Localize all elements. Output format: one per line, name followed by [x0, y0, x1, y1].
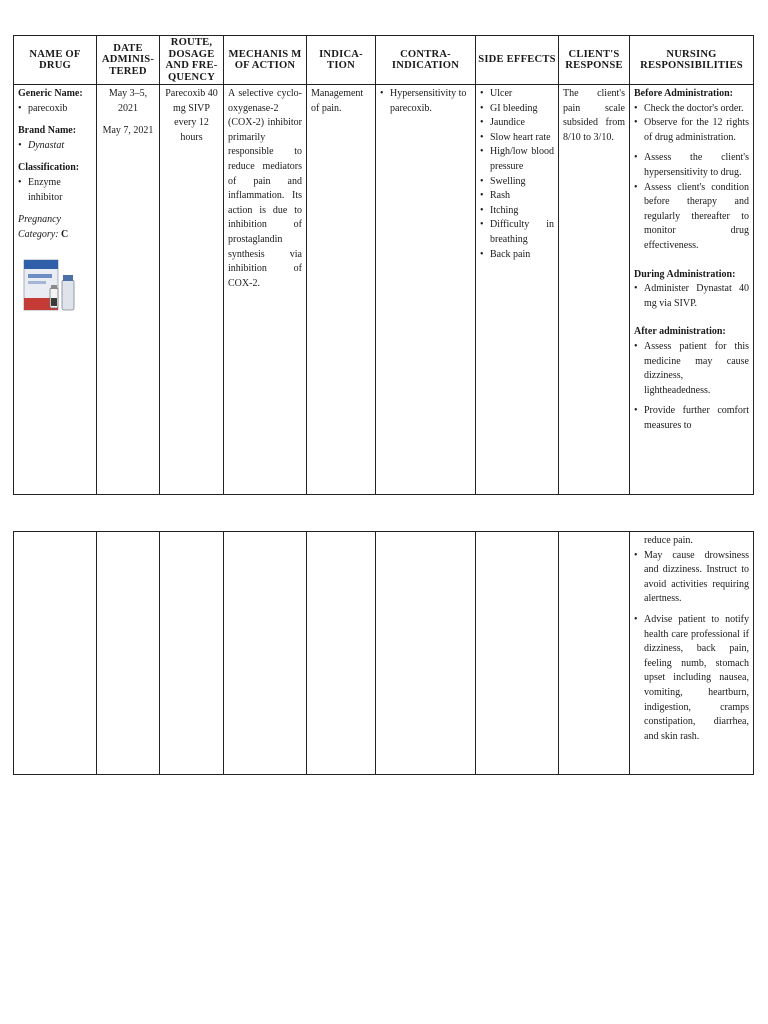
drug-vial-package-icon — [18, 254, 84, 316]
classification-label: Classification: — [18, 162, 80, 174]
header-clients-response: CLIENT'S RESPONSE — [559, 36, 630, 85]
empty-cell — [307, 532, 376, 775]
nursing-item: • Administer Dynastat 40 mg via SIVP. — [634, 282, 749, 311]
empty-cell — [559, 532, 630, 775]
header-name-of-drug: NAME OF DRUG — [14, 36, 97, 85]
cell-nursing-responsibilities — [630, 85, 754, 495]
pregnancy-category — [18, 213, 92, 242]
header-route-dosage-frequency: ROUTE, DOSAGE AND FRE-QUENCY — [160, 36, 224, 85]
cell-nursing-continued — [630, 532, 754, 775]
pregnancy-category-label: Pregnancy Category: — [18, 214, 61, 240]
drug-study-table-continued — [13, 531, 754, 775]
nursing-item: • Check the doctor's order. — [634, 102, 749, 117]
pregnancy-category-value: C — [61, 228, 69, 240]
cell-clients-response: The client's pain scale subsided from 8/10 to 3/10. — [559, 85, 630, 495]
header-date-administered: DATE ADMINIS-TERED — [97, 36, 160, 85]
during-administration-label: During Administration: — [634, 268, 736, 280]
header-indication: INDICA-TION — [307, 36, 376, 85]
empty-cell — [14, 532, 97, 775]
nursing-item: • Assess patient for this medicine may cause dizziness, lightheadedness. — [634, 340, 749, 398]
side-effect-item: • Swelling — [480, 175, 554, 190]
nursing-item: • Observe for the 12 rights of drug administration. — [634, 116, 749, 145]
header-contraindication: CONTRA-INDICATION — [376, 36, 476, 85]
nursing-continued-fragment: reduce pain. — [644, 535, 693, 546]
cell-contraindication — [376, 85, 476, 495]
cell-route: Parecoxib 40 mg SIVP every 12 hours — [160, 85, 224, 495]
empty-cell — [224, 532, 307, 775]
side-effect-item: • Rash — [480, 189, 554, 204]
nursing-item: • Advise patient to notify health care professional if dizziness, back pain, feeling numb, stomach upset including nausea, vomiting, heartburn, indigestion, cramps constipation, diarrhea, and skin rash. — [634, 613, 749, 744]
side-effect-item: • Difficulty in breathing — [480, 218, 554, 247]
side-effect-item: • Itching — [480, 204, 554, 219]
side-effect-item: • Slow heart rate — [480, 131, 554, 146]
brand-name-label: Brand Name: — [18, 125, 77, 137]
nursing-item: • Assess the client's hypersensitivity to drug. — [634, 151, 749, 180]
before-administration-label: Before Administration: — [634, 88, 733, 99]
after-administration-label: After administration: — [634, 326, 726, 338]
brand-name: • Dynastat — [18, 139, 92, 154]
generic-name: • parecoxib — [18, 102, 92, 117]
date-single: May 7, 2021 — [102, 125, 154, 137]
cell-side-effects — [476, 85, 559, 495]
side-effect-item: • Back pain — [480, 248, 554, 263]
nursing-item: • Assess client's condition before therapy and regularly thereafter to monitor drug effectiveness. — [634, 181, 749, 254]
empty-cell — [376, 532, 476, 775]
classification: • Enzyme inhibitor — [18, 176, 92, 205]
date-range: May 3–5, 2021 — [108, 88, 148, 114]
cell-mechanism: A selective cyclo-oxygenase-2 (COX-2) inhibitor primarily responsible to reduce mediators of pain and inflammation. Its action is due to inhibition of prostaglandin synthesis via inhibition of COX-2. — [224, 85, 307, 495]
drug-study-table — [13, 35, 754, 495]
generic-name-label: Generic Name: — [18, 88, 83, 99]
header-mechanism-of-action: MECHANIS M OF ACTION — [224, 36, 307, 85]
nursing-item: • Provide further comfort measures to — [634, 404, 749, 433]
cell-indication: Management of pain. — [307, 85, 376, 495]
header-side-effects: SIDE EFFECTS — [476, 36, 559, 85]
side-effect-item: • Ulcer — [480, 87, 554, 102]
cell-date-administered — [97, 85, 160, 495]
header-nursing-responsibilities: NURSING RESPONSIBILITIES — [630, 36, 754, 85]
side-effect-item: • Jaundice — [480, 116, 554, 131]
empty-cell — [476, 532, 559, 775]
side-effect-item: • GI bleeding — [480, 102, 554, 117]
empty-cell — [97, 532, 160, 775]
cell-drug-name — [14, 85, 97, 495]
empty-cell — [160, 532, 224, 775]
side-effect-item: • High/low blood pressure — [480, 145, 554, 174]
contraindication-item: • Hypersensitivity to parecoxib. — [380, 87, 471, 116]
nursing-item: • May cause drowsiness and dizziness. Instruct to avoid activities requiring alertness. — [634, 549, 749, 607]
